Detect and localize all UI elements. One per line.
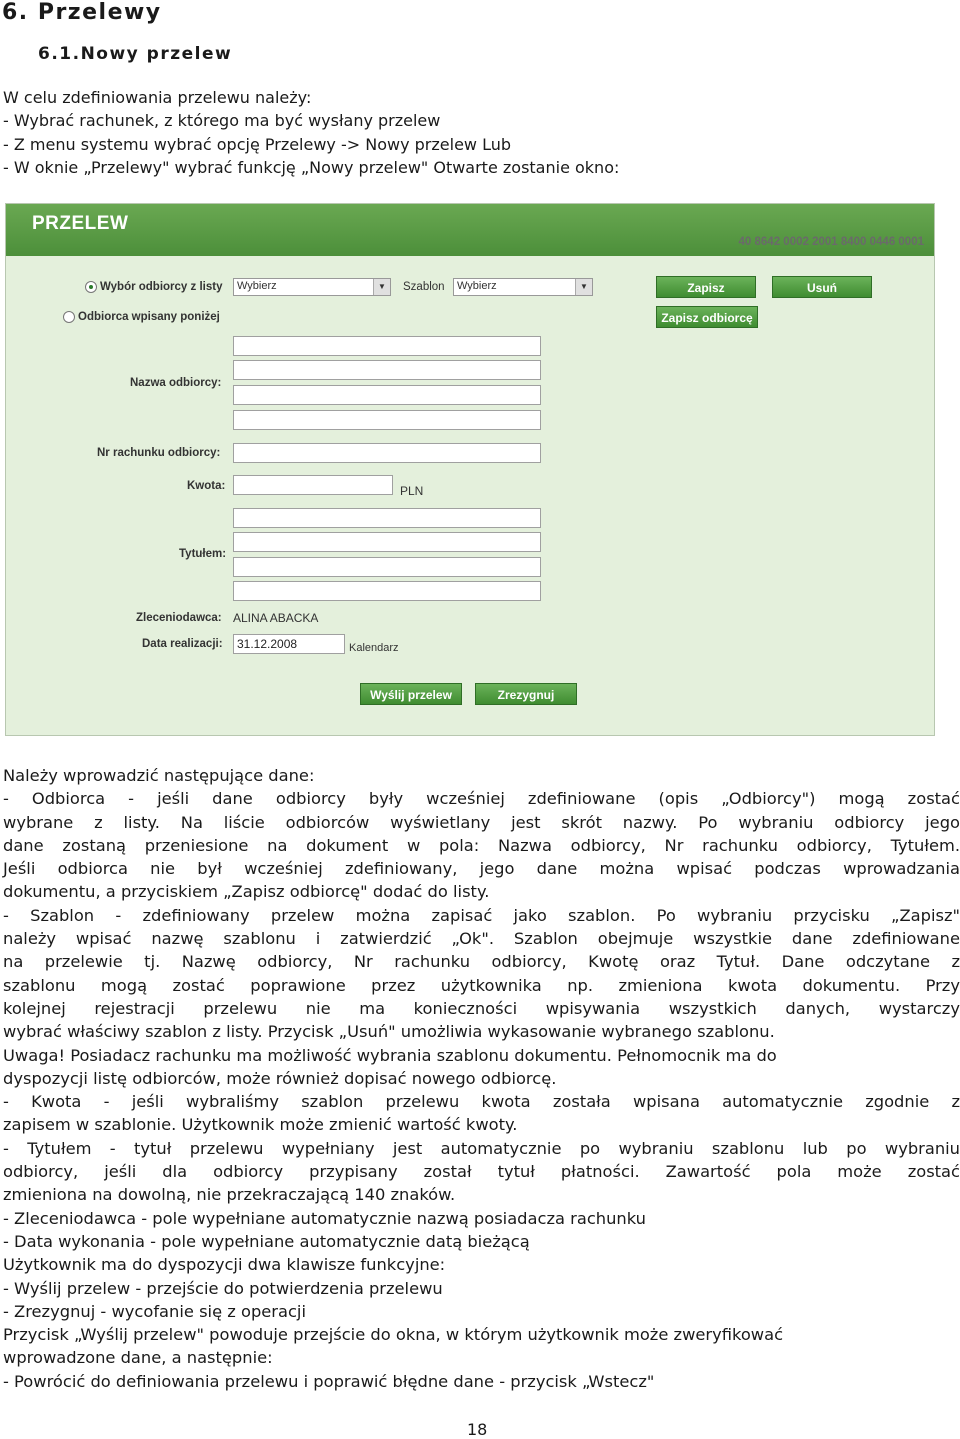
intro-line: - Wybrać rachunek, z którego ma być wysłany przelew xyxy=(3,111,441,131)
text-line: - Powrócić do definiowania przelewu i poprawić błędne dane - przycisk „Wstecz" xyxy=(3,1371,655,1391)
text-line: należy wpisać nazwę szablonu i zatwierdzić „Ok". Szablon obejmuje wszystkie dane zdefiniowane xyxy=(3,929,960,949)
recipient-name-line-2[interactable] xyxy=(233,360,541,380)
form-title: PRZELEW xyxy=(32,213,129,234)
text-line: - Odbiorca - jeśli dane odbiorcy były wcześniej zdefiniowane (opis „Odbiorcy") mogą zostać xyxy=(3,789,960,809)
text-line: Uwaga! Posiadacz rachunku ma możliwość wybrania szablonu dokumentu. Pełnomocnik ma do xyxy=(3,1045,777,1065)
amount-label: Kwota: xyxy=(187,480,226,492)
recipient-account-input[interactable] xyxy=(233,443,541,463)
text-line: - Wyślij przelew - przejście do potwierdzenia przelewu xyxy=(3,1278,443,1298)
recipient-select-value: Wybierz xyxy=(237,280,277,292)
section-heading: 6. Przelewy xyxy=(2,0,162,25)
text-line: dokumentu, a przyciskiem „Zapisz odbiorcę" dodać do listy. xyxy=(3,882,490,902)
text-line: Należy wprowadzić następujące dane: xyxy=(3,766,315,785)
intro-line: - W oknie „Przelewy" wybrać funkcję „Nowy przelew" Otwarte zostanie okno: xyxy=(3,157,620,177)
text-line: - Zrezygnuj - wycofanie się z operacji xyxy=(3,1301,306,1321)
title-line-3[interactable] xyxy=(233,557,541,577)
recipient-name-label: Nazwa odbiorcy: xyxy=(130,377,222,389)
page-number: 18 xyxy=(467,1420,488,1439)
description-text xyxy=(3,764,960,1393)
text-line: na przelewie tj. Nazwę odbiorcy, Nr rachunku odbiorcy, Kwotę oraz Tytuł. Dane odczytane z xyxy=(3,952,960,972)
transfer-form-screenshot xyxy=(5,203,935,736)
intro-text xyxy=(3,86,953,179)
calendar-link[interactable]: Kalendarz xyxy=(349,642,399,654)
recipient-name-line-4[interactable] xyxy=(233,410,541,430)
text-line: wybrać właściwy szablon z listy. Przycisk „Usuń" umożliwia wykasowanie wybranego szablonu. xyxy=(3,1022,775,1042)
account-number: 40 8642 0002 2001 8400 0446 0001 xyxy=(738,236,924,248)
currency-label: PLN xyxy=(400,484,424,498)
text-line: odbiorcy, jeśli dla odbiorcy przypisany został tytuł płatności. Zawartość pola może zostać xyxy=(3,1162,960,1182)
execution-date-input[interactable] xyxy=(233,634,345,654)
text-line: kolejnej rejestracji przelewu nie ma konieczności wpisywania wszystkich danych, wystarczy xyxy=(3,998,960,1018)
text-line: - Data wykonania - pole wypełniane automatycznie datą bieżącą xyxy=(3,1231,530,1251)
text-line: wybrane z listy. Na liście odbiorców wyświetlany jest skrót nazwy. Po wybraniu odbiorcy jego xyxy=(3,812,960,832)
cancel-button[interactable]: Zrezygnuj xyxy=(475,683,577,705)
intro-line: W celu zdefiniowania przelewu należy: xyxy=(3,88,312,107)
text-line: szablonu mogą zostać poprawione przez użytkownika np. zmieniona kwota dokumentu. Przy xyxy=(3,975,960,995)
text-line: - Tytułem - tytuł przelewu wypełniany jest automatycznie po wybraniu szablonu lub po wybraniu xyxy=(3,1138,960,1158)
recipient-name-line-1[interactable] xyxy=(233,336,541,356)
radio-recipient-manual[interactable] xyxy=(63,311,75,323)
text-line: dyspozycji listę odbiorców, może również dopisać nowego odbiorcę. xyxy=(3,1068,557,1088)
text-line: zapisem w szablonie. Użytkownik może zmienić wartość kwoty. xyxy=(3,1115,518,1135)
recipient-name-line-3[interactable] xyxy=(233,385,541,405)
execution-date-label: Data realizacji: xyxy=(142,638,223,650)
send-transfer-button[interactable]: Wyślij przelew xyxy=(360,683,462,705)
text-line: - Szablon - zdefiniowany przelew można zapisać jako szablon. Po wybraniu przycisku „Zapisz" xyxy=(3,905,960,925)
intro-line: - Z menu systemu wybrać opcję Przelewy -> Nowy przelew Lub xyxy=(3,134,512,154)
template-select-value: Wybierz xyxy=(457,280,497,292)
text-line: Użytkownik ma do dyspozycji dwa klawisze funkcyjne: xyxy=(3,1255,446,1275)
text-line: Jeśli odbiorca nie był wcześniej zdefiniowany, jego dane można wpisać podczas wprowadzania xyxy=(3,859,960,879)
recipient-account-label: Nr rachunku odbiorcy: xyxy=(97,447,221,459)
recipient-select[interactable] xyxy=(233,278,391,296)
radio-list-label: Wybór odbiorcy z listy xyxy=(100,281,223,293)
title-line-4[interactable] xyxy=(233,581,541,601)
text-line: wprowadzone dane, a następnie: xyxy=(3,1348,273,1368)
chevron-down-icon: ▼ xyxy=(373,279,390,295)
ordering-party-label: Zleceniodawca: xyxy=(136,612,222,624)
radio-manual-label: Odbiorca wpisany poniżej xyxy=(78,311,220,323)
text-line: zmieniona na dowolną, nie przekraczającą 140 znaków. xyxy=(3,1185,456,1205)
template-label: Szablon xyxy=(403,281,445,293)
chevron-down-icon: ▼ xyxy=(575,279,592,295)
form-header xyxy=(6,204,934,256)
form-body xyxy=(6,256,934,735)
text-line: - Zleceniodawca - pole wypełniane automatycznie nazwą posiadacza rachunku xyxy=(3,1208,646,1228)
title-label: Tytułem: xyxy=(179,548,227,560)
text-line: Przycisk „Wyślij przelew" powoduje przejście do okna, w którym użytkownik może zweryfikować xyxy=(3,1325,784,1345)
title-line-1[interactable] xyxy=(233,508,541,528)
text-line: - Kwota - jeśli wybraliśmy szablon przelewu kwota została wpisana automatycznie zgodnie z xyxy=(3,1092,960,1112)
save-recipient-button[interactable]: Zapisz odbiorcę xyxy=(656,306,758,328)
title-line-2[interactable] xyxy=(233,532,541,552)
radio-recipient-from-list[interactable] xyxy=(85,281,97,293)
ordering-party-value: ALINA ABACKA xyxy=(233,611,319,625)
template-select[interactable] xyxy=(453,278,593,296)
save-template-button[interactable]: Zapisz xyxy=(656,276,756,298)
delete-template-button[interactable]: Usuń xyxy=(772,276,872,298)
amount-input[interactable] xyxy=(233,475,393,495)
text-line: dane zostaną przeniesione na dokument w pola: Nazwa odbiorcy, Nr rachunku odbiorcy, Tytułem. xyxy=(3,835,960,855)
subsection-heading: 6.1.Nowy przelew xyxy=(38,44,233,64)
